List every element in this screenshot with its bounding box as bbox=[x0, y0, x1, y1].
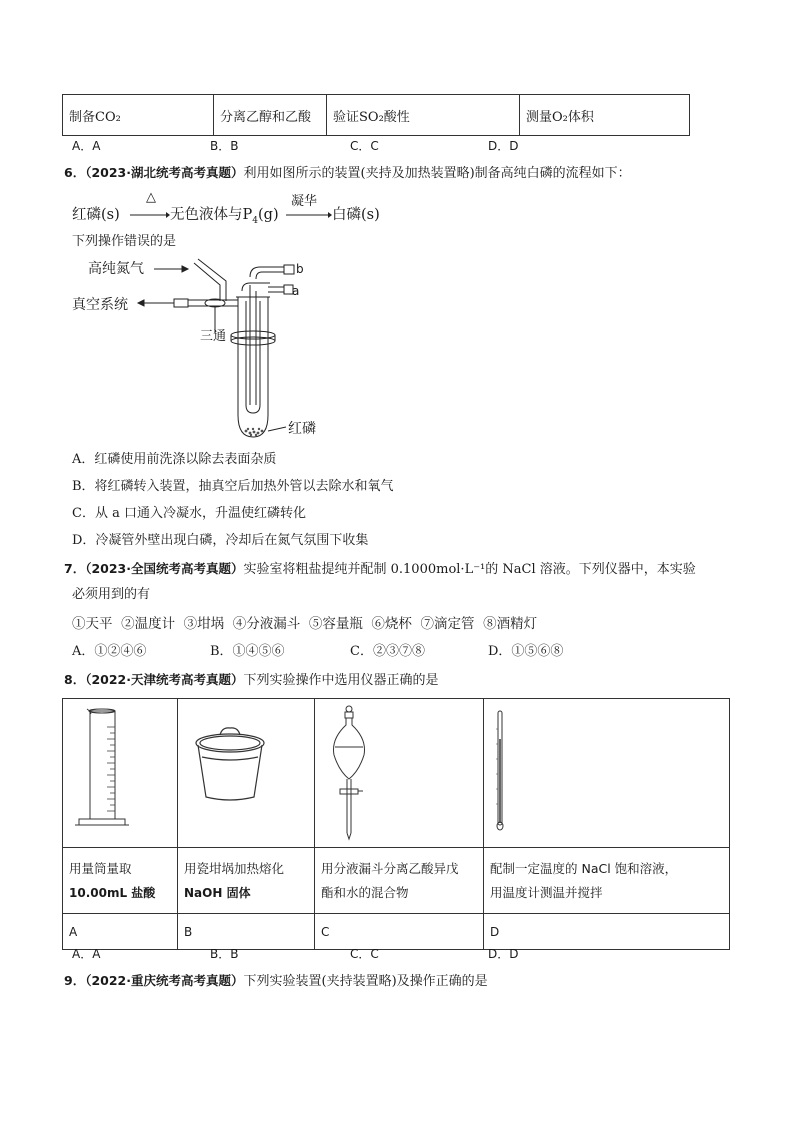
label-nitrogen: 高纯氮气 bbox=[88, 261, 144, 277]
q6-header bbox=[64, 163, 631, 184]
q8-header bbox=[64, 670, 439, 691]
q8-source: （2022·天津统考高考真题） bbox=[85, 672, 244, 687]
q7-source: （2023·全国统考高考真题） bbox=[85, 561, 244, 576]
q8-stem: 下列实验操作中选用仪器正确的是 bbox=[243, 673, 439, 688]
q5-cell-b: 分离乙醇和乙酸 bbox=[214, 95, 327, 136]
q7-stem-line2: 必须用到的有 bbox=[72, 587, 151, 602]
q8-number: 8． bbox=[64, 672, 86, 687]
label-three-way-valve: 三通 bbox=[200, 329, 227, 344]
q9-stem: 下列实验装置(夹持装置略)及操作正确的是 bbox=[243, 974, 488, 989]
separatory-funnel-image bbox=[315, 699, 483, 843]
q8-table bbox=[62, 698, 730, 950]
q5-cell-d: 测量O₂体积 bbox=[520, 95, 690, 136]
q8-letter-b: B bbox=[178, 914, 315, 950]
q6-apparatus-figure bbox=[70, 255, 330, 445]
q7-header bbox=[64, 559, 696, 580]
flow-middle: 无色液体与$P_4(g)$ bbox=[170, 207, 279, 226]
q8-option-c[interactable]: C．C bbox=[350, 947, 379, 961]
q5-table bbox=[62, 94, 690, 136]
label-outlet-b: b bbox=[296, 262, 304, 276]
q8-image-c bbox=[315, 699, 484, 848]
apparatus-drawing bbox=[70, 255, 330, 445]
flow-start: 红磷(s) bbox=[72, 207, 120, 223]
q8-image-b bbox=[178, 699, 315, 848]
q6-option-b[interactable]: B．将红磷转入装置，抽真空后加热外管以去除水和氧气 bbox=[72, 479, 394, 494]
q5-option-d[interactable]: D．D bbox=[488, 139, 519, 153]
q8-desc-c: 用分液漏斗分离乙酸异戊 酯和水的混合物 bbox=[315, 848, 484, 914]
q7-option-a[interactable]: A．①②④⑥ bbox=[72, 644, 147, 659]
q8-option-b[interactable]: B．B bbox=[210, 947, 239, 961]
q6-question: 下列操作错误的是 bbox=[72, 234, 177, 249]
q5-option-b[interactable]: B．B bbox=[210, 139, 239, 153]
q5-option-c[interactable]: C．C bbox=[350, 139, 379, 153]
q6-number: 6． bbox=[64, 165, 86, 180]
q8-image-a bbox=[63, 699, 178, 848]
q6-stem: 利用如图所示的装置(夹持及加热装置略)制备高纯白磷的流程如下： bbox=[243, 166, 631, 181]
q7-items: ①天平 ②温度计 ③坩埚 ④分液漏斗 ⑤容量瓶 ⑥烧杯 ⑦滴定管 ⑧酒精灯 bbox=[72, 616, 538, 632]
q7-number: 7． bbox=[64, 561, 86, 576]
q8-image-d bbox=[484, 699, 730, 848]
q9-number: 9． bbox=[64, 973, 86, 988]
q8-letter-d: D bbox=[484, 914, 730, 950]
q8-letter-a: A bbox=[63, 914, 178, 950]
q5-cell-c: 验证SO₂酸性 bbox=[327, 95, 520, 136]
q8-desc-a: 用量筒量取 10.00mL 盐酸 bbox=[63, 848, 178, 914]
q6-option-a[interactable]: A．红磷使用前洗涤以除去表面杂质 bbox=[72, 452, 277, 467]
flow-arrow-1 bbox=[130, 210, 170, 220]
label-red-phosphorus: 红磷 bbox=[288, 421, 316, 437]
q8-option-d[interactable]: D．D bbox=[488, 947, 519, 961]
thermometer-image bbox=[484, 699, 684, 843]
q7-option-b[interactable]: B．①④⑤⑥ bbox=[210, 644, 285, 659]
flow-end: 白磷(s) bbox=[332, 207, 380, 223]
q8-option-a[interactable]: A．A bbox=[72, 947, 101, 961]
q7-option-c[interactable]: C．②③⑦⑧ bbox=[350, 644, 425, 659]
q8-desc-d: 配制一定温度的 NaCl 饱和溶液， 用温度计测温并搅拌 bbox=[484, 848, 730, 914]
q7-stem-line1: 实验室将粗盐提纯并配制 0.1000mol·L⁻¹的 NaCl 溶液。下列仪器中，本实验 bbox=[243, 562, 696, 577]
q7-option-d[interactable]: D．①⑤⑥⑧ bbox=[488, 644, 564, 659]
q5-option-a[interactable]: A．A bbox=[72, 139, 101, 153]
flow-sublime-label: 凝华 bbox=[291, 194, 318, 209]
label-inlet-a: a bbox=[292, 284, 300, 298]
q6-option-d[interactable]: D．冷凝管外壁出现白磷，冷却后在氮气氛围下收集 bbox=[72, 533, 369, 548]
q5-cell-a: 制备CO₂ bbox=[63, 95, 214, 136]
q9-source: （2022·重庆统考高考真题） bbox=[85, 973, 244, 988]
q8-letter-c: C bbox=[315, 914, 484, 950]
graduated-cylinder-image bbox=[63, 699, 177, 843]
label-vacuum: 真空系统 bbox=[72, 297, 128, 313]
q9-header bbox=[64, 971, 488, 992]
flow-heat-label: △ bbox=[146, 190, 156, 205]
flow-arrow-2 bbox=[286, 210, 332, 220]
q6-flow bbox=[72, 190, 402, 224]
q8-desc-b: 用瓷坩埚加热熔化 NaOH 固体 bbox=[178, 848, 315, 914]
q6-option-c[interactable]: C．从 a 口通入冷凝水，升温使红磷转化 bbox=[72, 506, 306, 521]
crucible-image bbox=[178, 699, 314, 843]
q6-source: （2023·湖北统考高考真题） bbox=[85, 165, 244, 180]
